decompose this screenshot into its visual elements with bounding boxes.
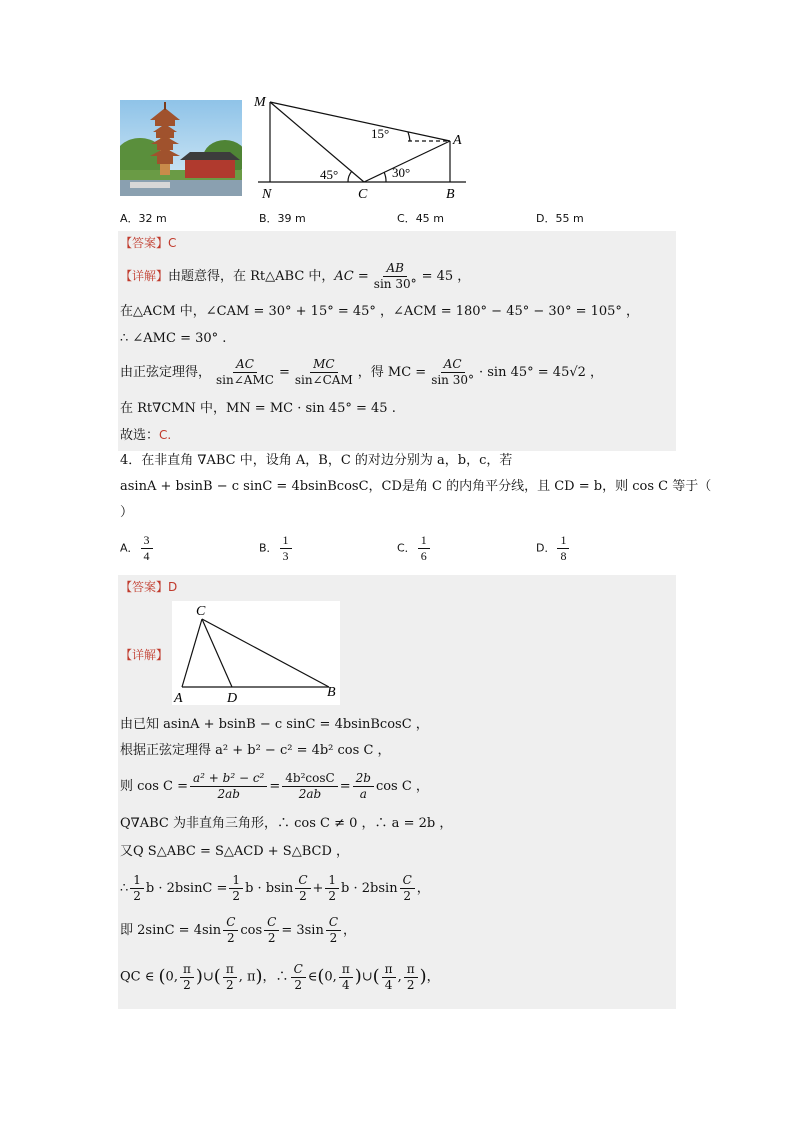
label-B: B [327, 685, 336, 700]
q3-option-c: C．45 m [397, 212, 444, 225]
q4-stem-line-3: ） [120, 505, 134, 520]
label-C: C [358, 187, 368, 202]
label-N: N [262, 187, 272, 202]
triangle-abc-figure [172, 601, 340, 705]
label-A: A [174, 691, 183, 705]
q3-answer: 【答案】C [120, 236, 177, 250]
q4-stem-line-2: asinA + bsinB − c sinC = 4bsinBcosC，CD是角 C 的内角平分线，且 CD = b，则 cos C 等于（ [120, 479, 712, 494]
q4-detail-line-2: 根据正弦定理得 a² + b² − c² = 4b² cos C ， [120, 743, 391, 758]
label-B: B [446, 187, 455, 202]
tower-geometry-figure [248, 92, 468, 202]
label-D: D [227, 691, 238, 705]
q3-option-a: A．32 m [120, 212, 167, 225]
q3-detail-line-6: 故选：C. [120, 428, 172, 443]
angle-15: 15° [371, 126, 390, 141]
q4-option-d: D． $\frac{1}{8}$ [536, 533, 571, 564]
label-C: C [196, 604, 206, 619]
q3-detail-line-5: 在 Rt∇CMN 中，MN = MC · sin 45° = 45 . [120, 401, 396, 416]
label-A: A [453, 133, 462, 148]
q3-detail-line-4: 由正弦定理得， $\frac{AC}{\text{sin∠AMC}}$ = $\frac{MC}{\text{sin∠CAM}}$ ，得 MC = $\frac{AC}{\sin 30^\circ}$ · sin 45° = 45√2 ， [120, 357, 604, 387]
q4-detail-tag: 【详解】 [120, 648, 169, 662]
q4-detail-line-5: 又Q S△ABC = S△ACD + S△BCD ， [120, 844, 349, 859]
q4-detail-line-4: Q∇ABC 为非直角三角形，∴ cos C ≠ 0 ，∴ a = 2b ， [120, 816, 453, 831]
q4-answer: 【答案】D [120, 580, 178, 594]
q4-option-b: B． $\frac{1}{3}$ [259, 533, 294, 564]
q4-detail-line-8: QC ∈ (0, $\frac{\pi}{2}$ )∪( $\frac{\pi}{2}$ , π)，∴ $\frac{C}{2}$ ∈(0, $\frac{\pi}{4}$ )∪( $\frac{\pi}{4}$ , $\frac{\pi}{2}$ )， [120, 961, 440, 992]
q4-detail-line-3: 则 cos C = $\frac{\text{a² + b² − c²}}{2ab}$ = $\frac{\text{4b²cosC}}{2ab}$ = $\frac{2b}{a}$ cos C ， [120, 771, 429, 801]
label-M: M [254, 95, 266, 110]
q4-detail-line-6: ∴ $\frac{1}{2}$ b · 2bsinC = $\frac{1}{2}$ b · bsin $\frac{C}{2}$ + $\frac{1}{2}$ b · 2bsin $\frac{C}{2}$ ， [120, 873, 430, 903]
q3-detail-line-1: 【详解】由题意得，在 Rt△ABC 中，AC = $\frac{AB}{\sin 30^\circ}$ = 45 ， [120, 261, 471, 291]
q3-option-d: D．55 m [536, 212, 584, 225]
q4-option-c: C． $\frac{1}{6}$ [397, 533, 432, 564]
q3-option-b: B．39 m [259, 212, 306, 225]
q4-detail-line-1: 由已知 asinA + bsinB − c sinC = 4bsinBcosC ， [120, 717, 429, 732]
q4-stem-line-1: 4．在非直角 ∇ABC 中，设角 A，B，C 的对边分别为 a，b，c，若 [120, 453, 513, 468]
q3-detail-line-2: 在△ACM 中，∠CAM = 30° + 15° = 45° ，∠ACM = 180° − 45° − 30° = 105° ， [120, 304, 640, 319]
pagoda-photo [120, 100, 242, 196]
q4-option-a: A． $\frac{3}{4}$ [120, 533, 155, 564]
answer-tag: 【答案】 [120, 236, 169, 250]
angle-45: 45° [320, 167, 339, 182]
q4-detail-line-7: 即 2sinC = 4sin $\frac{C}{2}$ cos $\frac{C}{2}$ = 3sin $\frac{C}{2}$ ， [120, 915, 357, 945]
angle-30: 30° [392, 165, 411, 180]
q3-detail-line-3: ∴ ∠AMC = 30° . [120, 331, 227, 346]
